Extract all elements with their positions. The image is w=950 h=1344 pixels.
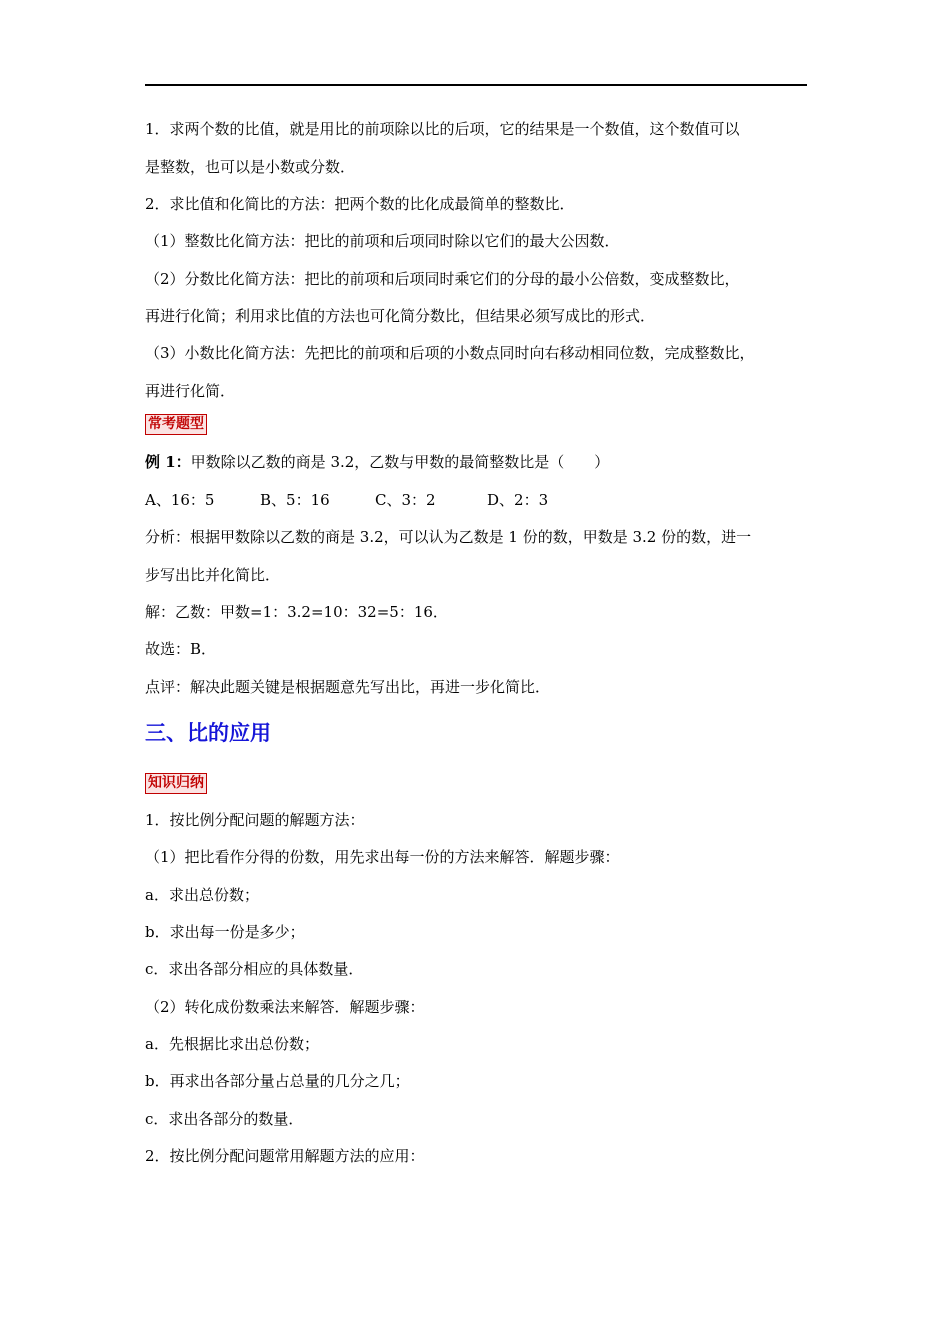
rule-4-line-1: （2）分数比化简方法：把比的前项和后项同时乘它们的分母的最小公倍数，变成整数比， xyxy=(145,270,740,288)
s3-item-4: b．求出每一份是多少； xyxy=(145,923,305,941)
rule-3: （1）整数比化简方法：把比的前项和后项同时除以它们的最大公因数． xyxy=(145,232,620,250)
option-b: B、5：16 xyxy=(260,491,330,509)
s3-item-7: a．先根据比求出总份数； xyxy=(145,1035,319,1053)
rule-5-line-2: 再进行化简． xyxy=(145,382,236,400)
rule-4-line-2: 再进行化简；利用求比值的方法也可化简分数比，但结果必须写成比的形式． xyxy=(145,307,656,325)
header-rule xyxy=(145,84,807,86)
example-question xyxy=(145,452,609,472)
rule-5-line-1: （3）小数比化简方法：先把比的前项和后项的小数点同时向右移动相同位数，完成整数比， xyxy=(145,344,755,362)
s3-item-5: c．求出各部分相应的具体数量． xyxy=(145,960,364,978)
s3-item-10: 2．按比例分配问题常用解题方法的应用： xyxy=(145,1147,425,1165)
section-3-title: 三、比的应用 xyxy=(145,721,271,745)
solution: 解：乙数：甲数=1：3.2=10：32=5：16． xyxy=(145,603,448,621)
s3-item-2: （1）把比看作分得的份数，用先求出每一份的方法来解答．解题步骤： xyxy=(145,848,620,866)
s3-item-9: c．求出各部分的数量． xyxy=(145,1110,304,1128)
rule-2: 2．求比值和化简比的方法：把两个数的比化成最简单的整数比． xyxy=(145,195,575,213)
answer: 故选：B． xyxy=(145,640,217,658)
comment: 点评：解决此题关键是根据题意先写出比，再进一步化简比． xyxy=(145,678,551,696)
example-options xyxy=(145,490,548,510)
s3-item-6: （2）转化成份数乘法来解答．解题步骤： xyxy=(145,998,425,1016)
analysis-line-1: 分析：根据甲数除以乙数的商是 3.2，可以认为乙数是 1 份的数，甲数是 3.2 份的数，进一 xyxy=(145,528,752,546)
tag-common-questions: 常考题型 xyxy=(145,414,207,435)
s3-item-8: b．再求出各部分量占总量的几分之几； xyxy=(145,1072,410,1090)
rule-1-line-2: 是整数，也可以是小数或分数． xyxy=(145,158,356,176)
example-label: 例 1： xyxy=(145,453,191,471)
option-d: D、2：3 xyxy=(487,491,549,509)
s3-item-1: 1．按比例分配问题的解题方法： xyxy=(145,811,365,829)
option-c: C、3：2 xyxy=(375,491,436,509)
s3-item-3: a．求出总份数； xyxy=(145,886,259,904)
rule-1-line-1: 1．求两个数的比值，就是用比的前项除以比的后项，它的结果是一个数值，这个数值可以 xyxy=(145,120,740,138)
tag-knowledge-summary: 知识归纳 xyxy=(145,773,207,794)
analysis-line-2: 步写出比并化简比． xyxy=(145,566,281,584)
example-question-text: 甲数除以乙数的商是 3.2，乙数与甲数的最简整数比是（ ） xyxy=(190,453,610,471)
option-a: A、16：5 xyxy=(145,491,215,509)
